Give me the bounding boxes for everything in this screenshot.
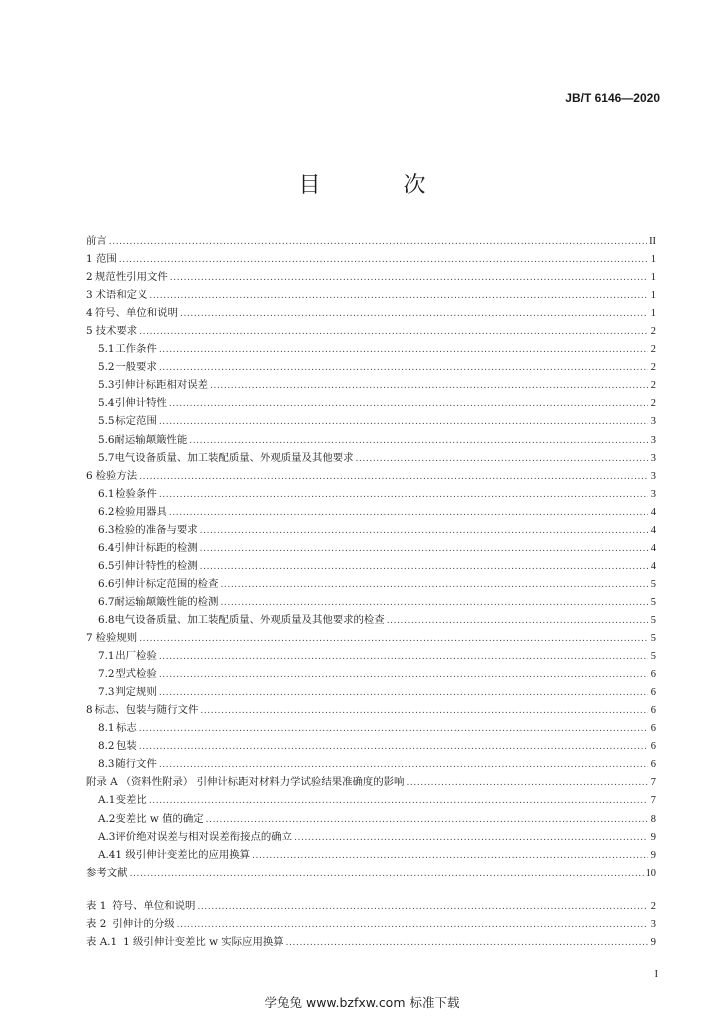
dot-leader (406, 774, 648, 792)
toc-entry-title: 检验用器具 (114, 505, 167, 518)
toc-entry[interactable] (86, 683, 656, 701)
dot-leader (286, 934, 648, 952)
toc-entry-page: 6 (650, 669, 656, 681)
toc-entry[interactable] (86, 846, 656, 864)
dot-leader (180, 305, 648, 323)
toc-entry-title: 范围 (96, 253, 117, 266)
toc-entry-page: 1 (650, 290, 656, 302)
dot-leader (197, 898, 648, 916)
table-list-entry[interactable] (86, 915, 656, 933)
footer-watermark: 学兔兔 www.bzfxw.com 标准下载 (264, 995, 460, 1010)
dot-leader (149, 287, 648, 305)
toc-entry-page: 5 (650, 614, 656, 626)
toc-entry-page: 9 (650, 831, 656, 843)
toc-entry-number: 8.3 (98, 758, 115, 771)
toc-entry-title: 电气设备质量、加工装配质量、外观质量及其他要求的检查 (114, 613, 385, 626)
toc-entry[interactable] (86, 322, 656, 340)
toc-entry-number: 4 (86, 307, 93, 320)
toc-entry-page: 8 (650, 813, 656, 825)
toc-entry[interactable] (86, 503, 656, 521)
toc-entry-page: 4 (650, 524, 656, 536)
toc-entry-page: 7 (650, 777, 656, 789)
toc-entry-number: 5.2 (98, 361, 115, 374)
dot-leader (119, 251, 648, 269)
toc-entry-page: 3 (650, 416, 656, 428)
toc-entry[interactable] (86, 268, 656, 286)
toc-entry-title: 参考文献 (86, 866, 128, 879)
toc-entry[interactable] (86, 737, 656, 755)
toc-entry[interactable] (86, 791, 656, 809)
toc-entry-page: 9 (650, 849, 656, 861)
toc-entry[interactable] (86, 449, 656, 467)
toc-entry[interactable] (86, 286, 656, 304)
toc-entry-title: 检验条件 (115, 487, 157, 500)
toc-entry[interactable] (86, 521, 656, 539)
toc-entry-title: 规范性引用文件 (95, 271, 168, 284)
toc-entry-title: 变差比 (115, 794, 147, 807)
toc-entry-number: 6.6 (98, 577, 115, 590)
toc-entry-title: 检验的准备与要求 (114, 523, 198, 536)
toc-entry-number: 表 1 (86, 899, 107, 912)
toc-entry-page: 6 (650, 705, 656, 717)
toc-entry-number: 6 (86, 469, 93, 482)
toc-entry-title: 检验方法 (95, 469, 138, 482)
toc-entry-page: 5 (650, 651, 656, 663)
toc-entry-title: 型式检验 (115, 668, 157, 681)
toc-entry-number: 6.3 (98, 523, 115, 536)
toc-entry-title: 引伸计特性 (114, 397, 167, 410)
dot-leader (189, 432, 648, 450)
toc-entry[interactable] (86, 539, 656, 557)
dot-leader (200, 522, 648, 540)
toc-entry-page: 2 (650, 362, 656, 374)
toc-entry-page: 2 (650, 380, 656, 392)
dot-leader (159, 486, 648, 504)
toc-entry-page: 6 (650, 687, 656, 699)
dot-leader (210, 377, 648, 395)
toc-entry-number: 6.8 (98, 613, 115, 626)
dot-leader (177, 916, 648, 934)
toc-entry-title: 前言 (86, 235, 107, 247)
toc-entry-page: 7 (650, 795, 656, 807)
toc-entry-page: 1 (650, 272, 656, 284)
toc-entry-title: 包装 (115, 740, 137, 753)
table-of-contents (86, 232, 656, 951)
dot-leader (159, 756, 648, 774)
dot-leader (220, 576, 648, 594)
dot-leader (139, 738, 648, 756)
toc-entry-page: 10 (645, 867, 656, 879)
toc-entry-number: 5.4 (98, 397, 115, 410)
toc-entry-title: 引伸计标距的检测 (114, 541, 198, 554)
dot-leader (149, 792, 648, 810)
toc-entry[interactable] (86, 629, 656, 647)
toc-entry-page: 3 (650, 918, 656, 930)
toc-entry[interactable] (86, 701, 656, 719)
dot-leader (220, 594, 648, 612)
toc-entry-title: 电气设备质量、加工装配质量、外观质量及其他要求 (114, 451, 354, 464)
toc-entry-title: 耐运输颠簸性能的检测 (114, 595, 219, 608)
dot-leader (170, 269, 648, 287)
toc-entry-title: 引伸计特性的检测 (114, 559, 198, 572)
toc-entry-title: 符号、单位和说明 (112, 899, 196, 912)
toc-entry-number: A.3 (98, 830, 116, 843)
toc-entry-title: 随行文件 (115, 758, 157, 771)
dot-leader (159, 648, 648, 666)
dot-leader (139, 468, 648, 486)
toc-entry-page: 2 (650, 344, 656, 356)
toc-entry-page: II (649, 236, 656, 247)
dot-leader (159, 684, 648, 702)
toc-entry-page: 9 (650, 936, 656, 948)
toc-entry-title: 检验规则 (95, 632, 138, 645)
toc-entry-number: 7.2 (98, 668, 115, 681)
toc-entry-title: 1 级引伸计变差比 w 实际应用换算 (123, 935, 284, 948)
toc-entry-number: 5.1 (98, 343, 115, 356)
toc-entry[interactable] (86, 593, 656, 611)
toc-entry[interactable] (86, 358, 656, 376)
toc-entry-title: 标志 (115, 722, 137, 735)
page-title: 目 次 (298, 173, 464, 198)
dot-leader (200, 702, 648, 720)
toc-entry[interactable] (86, 719, 656, 737)
toc-entry-number: A.1 (98, 794, 116, 807)
toc-entry-title: 出厂检验 (115, 650, 157, 663)
dot-leader (139, 323, 648, 341)
toc-entry[interactable] (86, 467, 656, 485)
toc-entry[interactable] (86, 304, 656, 322)
standard-code: JB/T 6146—2020 (565, 91, 660, 105)
toc-entry-number: 6.7 (98, 595, 115, 608)
toc-entry-number: 5.7 (98, 451, 115, 464)
toc-entry-title: （资料性附录） 引伸计标距对材料力学试验结果准确度的影响 (120, 776, 405, 789)
toc-entry-title: 标志、包装与随行文件 (94, 704, 199, 717)
toc-entry-page: 6 (650, 759, 656, 771)
toc-entry-title: 评价绝对误差与相对误差衔接点的确立 (115, 830, 293, 843)
toc-entry[interactable] (86, 828, 656, 846)
toc-entry-number: 7.1 (98, 650, 115, 663)
dot-leader (159, 359, 648, 377)
dot-leader (294, 829, 648, 847)
toc-entry-page: 5 (650, 633, 656, 645)
toc-entry[interactable] (86, 485, 656, 503)
dot-leader (159, 666, 648, 684)
dot-leader (169, 504, 648, 522)
toc-entry-title: 符号、单位和说明 (94, 307, 178, 320)
toc-entry-page: 4 (650, 506, 656, 518)
toc-entry-number: 8.1 (98, 722, 115, 735)
toc-entry-number: 3 (86, 289, 93, 302)
toc-entry-title: 标定范围 (115, 415, 157, 428)
toc-entry[interactable] (86, 394, 656, 412)
toc-entry-page: 4 (650, 560, 656, 572)
toc-entry-title: 1 级引伸计变差比的应用换算 (115, 848, 251, 861)
toc-entry[interactable] (86, 557, 656, 575)
toc-entry-title: 引伸计标距相对误差 (114, 379, 209, 392)
toc-entry-page: 2 (650, 398, 656, 410)
toc-entry-title: 技术要求 (95, 325, 138, 338)
table-list-entry[interactable] (86, 897, 656, 915)
toc-entry-title: 术语和定义 (95, 289, 148, 302)
toc-entry[interactable] (86, 810, 656, 828)
toc-entry-number: 6.1 (98, 487, 115, 500)
toc-entry[interactable] (86, 773, 656, 791)
toc-entry-number: 8 (86, 704, 93, 717)
toc-entry-number: 7.3 (98, 686, 115, 699)
toc-entry[interactable] (86, 376, 656, 394)
dot-leader (252, 847, 648, 865)
toc-entry-page: 5 (650, 578, 656, 590)
toc-entry-number: A.2 (98, 812, 116, 825)
toc-entry[interactable] (86, 647, 656, 665)
toc-entry-number: 表 A.1 (86, 935, 118, 948)
toc-entry-page: 6 (650, 741, 656, 753)
dot-leader (356, 450, 648, 468)
toc-entry-page: 2 (650, 900, 656, 912)
toc-entry-number: 5.5 (98, 415, 115, 428)
toc-entry-number: 5.3 (98, 379, 115, 392)
dot-leader (200, 558, 648, 576)
toc-entry-page: 3 (650, 470, 656, 482)
dot-leader (159, 341, 648, 359)
toc-entry[interactable] (86, 232, 656, 250)
toc-entry-number: 6.5 (98, 559, 115, 572)
toc-entry-page: 6 (650, 723, 656, 735)
dot-leader (159, 413, 648, 431)
toc-entry[interactable] (86, 575, 656, 593)
toc-entry-page: 1 (650, 308, 656, 320)
toc-entry[interactable] (86, 611, 656, 629)
toc-entry[interactable] (86, 864, 656, 882)
toc-entry[interactable] (86, 412, 656, 430)
toc-entry-title: 引伸计的分级 (112, 917, 175, 930)
dot-leader (169, 395, 648, 413)
toc-entry-number: 5 (86, 325, 93, 338)
toc-entry-number: 附录 A (86, 776, 118, 789)
dot-leader (139, 630, 648, 648)
toc-entry-number: 6.2 (98, 505, 115, 518)
table-list-entry[interactable] (86, 933, 656, 951)
toc-entry-title: 工作条件 (115, 343, 157, 356)
dot-leader (139, 720, 648, 738)
toc-entry-page: 3 (650, 452, 656, 464)
dot-leader (109, 233, 647, 251)
dot-leader (206, 811, 648, 829)
dot-leader (130, 865, 644, 883)
toc-entry[interactable] (86, 340, 656, 358)
toc-entry-page: 4 (650, 542, 656, 554)
toc-entry-page: 3 (650, 488, 656, 500)
toc-entry-number: 5.6 (98, 433, 115, 446)
toc-entry-number: 1 (86, 253, 93, 266)
dot-leader (387, 612, 648, 630)
toc-entry-title: 一般要求 (115, 361, 157, 374)
toc-entry-title: 变差比 w 值的确定 (115, 812, 204, 825)
toc-entry-number: 表 2 (86, 917, 107, 930)
toc-entry-page: 1 (650, 254, 656, 266)
toc-entry-page: 5 (650, 596, 656, 608)
toc-entry[interactable] (86, 431, 656, 449)
toc-entry-number: A.4 (98, 848, 116, 861)
toc-entry-page: 3 (650, 434, 656, 446)
toc-entry-number: 8.2 (98, 740, 115, 753)
toc-entry-number: 7 (86, 632, 93, 645)
toc-entry-number: 2 (86, 271, 93, 284)
page-number: I (654, 969, 658, 980)
toc-entry[interactable] (86, 755, 656, 773)
toc-entry-title: 耐运输颠簸性能 (114, 433, 188, 446)
toc-entry-page: 2 (650, 326, 656, 338)
toc-entry-title: 判定规则 (115, 686, 157, 699)
toc-entry-title: 引伸计标定范围的检查 (114, 577, 219, 590)
toc-entry[interactable] (86, 665, 656, 683)
toc-entry-number: 6.4 (98, 541, 115, 554)
dot-leader (200, 540, 648, 558)
toc-entry[interactable] (86, 250, 656, 268)
